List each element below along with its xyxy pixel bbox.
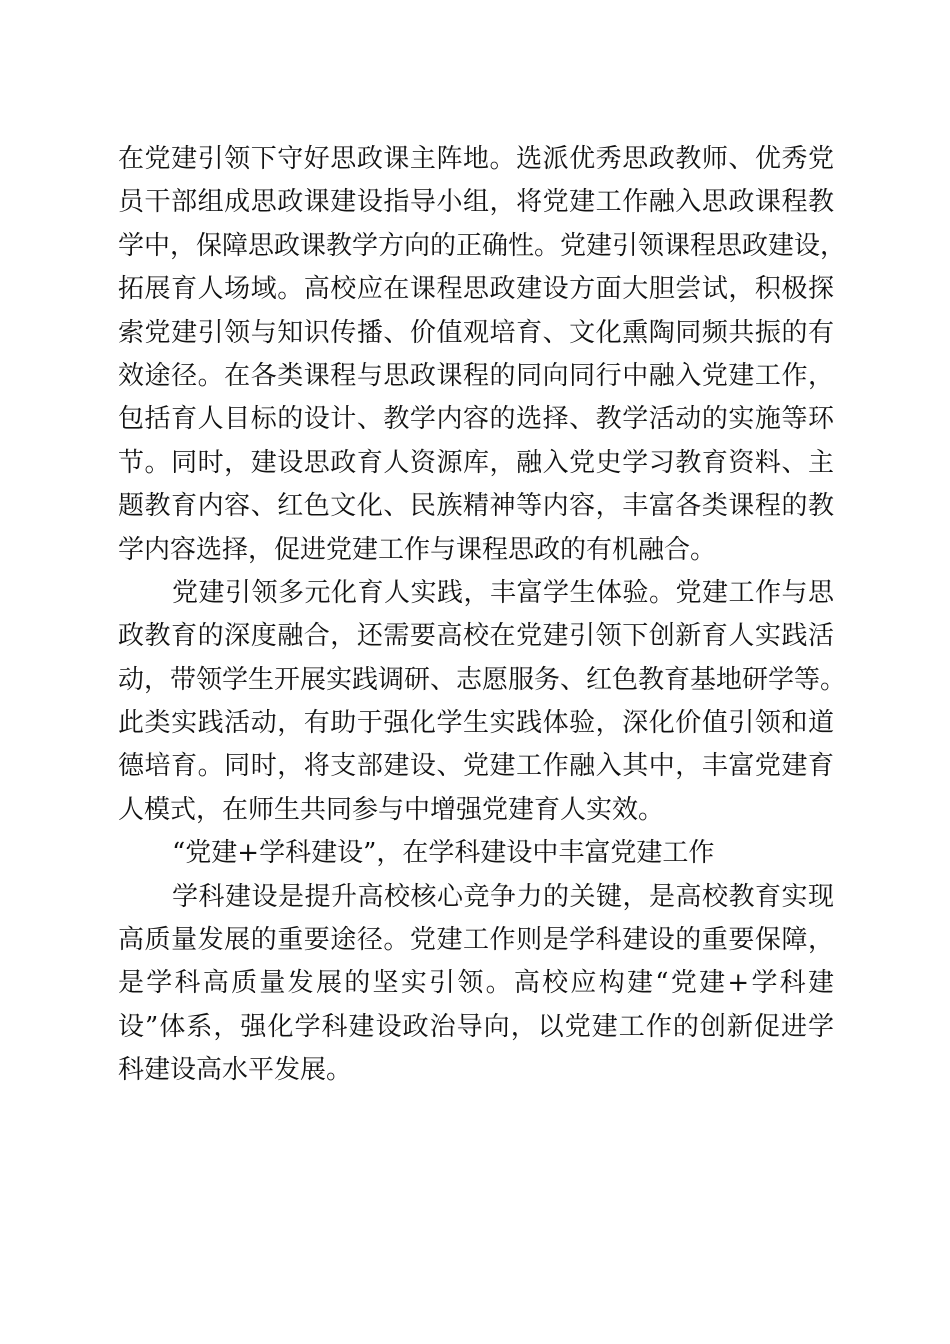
document-page bbox=[118, 138, 847, 1093]
paragraph-2 bbox=[118, 572, 847, 832]
section-heading bbox=[118, 832, 834, 875]
text-line: 题教育内容、红色文化、民族精神等内容，丰富各类课程的教 bbox=[118, 491, 834, 522]
text-line: 高质量发展的重要途径。党建工作则是学科建设的重要保障， bbox=[118, 925, 834, 956]
paragraph-1 bbox=[118, 138, 847, 572]
text-line: 动，带领学生开展实践调研、志愿服务、红色教育基地研学等。 bbox=[118, 664, 847, 695]
text-line: 索党建引领与知识传播、价值观培育、文化熏陶同频共振的有 bbox=[118, 317, 834, 348]
text-line: 学内容选择，促进党建工作与课程思政的有机融合。 bbox=[118, 534, 717, 565]
text-line: 党建引领多元化育人实践，丰富学生体验。党建工作与思 bbox=[172, 577, 834, 608]
text-line: 节。同时，建设思政育人资源库，融入党史学习教育资料、主 bbox=[118, 447, 834, 478]
text-line: 此类实践活动，有助于强化学生实践体验，深化价值引领和道 bbox=[118, 708, 834, 739]
text-line: 拓展育人场域。高校应在课程思政建设方面大胆尝试，积极探 bbox=[118, 274, 834, 305]
text-line: 人模式，在师生共同参与中增强党建育人实效。 bbox=[118, 794, 665, 825]
text-line: 政教育的深度融合，还需要高校在党建引领下创新育人实践活 bbox=[118, 621, 834, 652]
text-line: 德培育。同时，将支部建设、党建工作融入其中，丰富党建育 bbox=[118, 751, 834, 782]
text-line: 学中，保障思政课教学方向的正确性。党建引领课程思政建设， bbox=[118, 230, 847, 261]
text-line: 在党建引领下守好思政课主阵地。选派优秀思政教师、优秀党 bbox=[118, 144, 834, 174]
text-line: 包括育人目标的设计、教学内容的选择、教学活动的实施等环 bbox=[118, 404, 834, 435]
text-line: 科建设高水平发展。 bbox=[118, 1055, 353, 1086]
text-line: 效途径。在各类课程与思政课程的同向同行中融入党建工作， bbox=[118, 360, 834, 391]
section-heading-text: “党建+学科建设”，在学科建设中丰富党建工作 bbox=[172, 838, 715, 869]
text-line: 是学科高质量发展的坚实引领。高校应构建“党建+学科建 bbox=[118, 968, 834, 999]
text-line: 设”体系，强化学科建设政治导向，以党建工作的创新促进学 bbox=[118, 1011, 834, 1042]
text-line: 学科建设是提升高校核心竞争力的关键，是高校教育实现 bbox=[172, 881, 834, 912]
paragraph-3 bbox=[118, 876, 834, 1093]
text-line: 员干部组成思政课建设指导小组，将党建工作融入思政课程教 bbox=[118, 187, 834, 218]
